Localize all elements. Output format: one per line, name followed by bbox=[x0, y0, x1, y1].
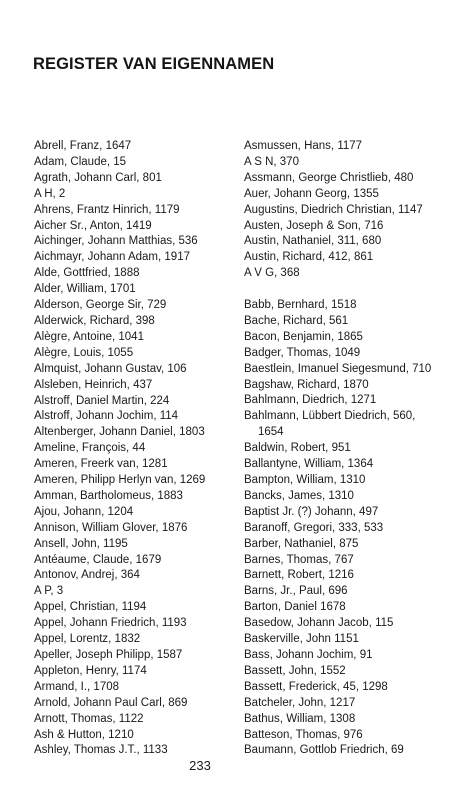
index-column-right bbox=[244, 139, 459, 759]
index-entry: A H, 2 bbox=[34, 187, 66, 200]
index-entry: Alstroff, Daniel Martin, 224 bbox=[34, 394, 170, 407]
index-entry: Alderwick, Richard, 398 bbox=[34, 314, 155, 327]
index-entry: Bahlmann, Diedrich, 1271 bbox=[244, 394, 377, 407]
index-entry: Alde, Gottfried, 1888 bbox=[34, 267, 140, 280]
index-entry: Bancks, James, 1310 bbox=[244, 489, 354, 502]
index-entry: Ballantyne, William, 1364 bbox=[244, 458, 374, 471]
index-entry: Augustins, Diedrich Christian, 1147 bbox=[244, 203, 423, 216]
index-entry: Antéaume, Claude, 1679 bbox=[34, 553, 162, 566]
index-entry: Ahrens, Frantz Hinrich, 1179 bbox=[34, 203, 180, 216]
index-entry: Altenberger, Johann Daniel, 1803 bbox=[34, 426, 205, 439]
index-entry: Bacon, Benjamin, 1865 bbox=[244, 330, 363, 343]
index-entry: Bampton, William, 1310 bbox=[244, 474, 366, 487]
index-entry: Aicher Sr., Anton, 1419 bbox=[34, 219, 152, 232]
index-entry: Alsleben, Heinrich, 437 bbox=[34, 378, 153, 391]
index-entry: Bassett, Frederick, 45, 1298 bbox=[244, 680, 388, 693]
index-entry: Baldwin, Robert, 951 bbox=[244, 442, 351, 455]
index-entry: Bahlmann, Lübbert Diedrich, 560, bbox=[244, 410, 416, 423]
index-entry: Almquist, Johann Gustav, 106 bbox=[34, 362, 187, 375]
index-entry: Adam, Claude, 15 bbox=[34, 155, 127, 168]
index-entry: Barber, Nathaniel, 875 bbox=[244, 537, 359, 550]
index-entry: Bassett, John, 1552 bbox=[244, 664, 346, 677]
index-entry: Ameren, Philipp Herlyn van, 1269 bbox=[34, 474, 206, 487]
index-entry: Baestlein, Imanuel Siegesmund, 710 bbox=[244, 362, 432, 375]
index-entry: Armand, I., 1708 bbox=[34, 680, 120, 693]
index-entry: Aichinger, Johann Matthias, 536 bbox=[34, 235, 198, 248]
index-entry: Bagshaw, Richard, 1870 bbox=[244, 378, 369, 391]
index-entry: Auer, Johann Georg, 1355 bbox=[244, 187, 379, 200]
index-entry: Bass, Johann Jochim, 91 bbox=[244, 648, 373, 661]
index-entry: Alder, William, 1701 bbox=[34, 283, 136, 296]
index-entry: Alègre, Louis, 1055 bbox=[34, 346, 134, 359]
index-entry: Baptist Jr. (?) Johann, 497 bbox=[244, 505, 379, 518]
index-entry: Bathus, William, 1308 bbox=[244, 712, 356, 725]
index-entry: A V G, 368 bbox=[244, 267, 300, 280]
index-entry: Antonov, Andrej, 364 bbox=[34, 569, 140, 582]
index-entry: Ashley, Thomas J.T., 1133 bbox=[34, 744, 168, 757]
index-entry: Arnott, Thomas, 1122 bbox=[34, 712, 144, 725]
index-entry: Ash & Hutton, 1210 bbox=[34, 728, 134, 741]
index-entry: Babb, Bernhard, 1518 bbox=[244, 299, 357, 312]
index-entry: Barns, Jr., Paul, 696 bbox=[244, 585, 348, 598]
index-entry: Appel, Christian, 1194 bbox=[34, 601, 147, 614]
index-entry: Ansell, John, 1195 bbox=[34, 537, 128, 550]
index-entry: Abrell, Franz, 1647 bbox=[34, 140, 132, 152]
index-entry: Assmann, George Christlieb, 480 bbox=[244, 171, 414, 184]
index-entry: Agrath, Johann Carl, 801 bbox=[34, 171, 162, 184]
index-entry: Batteson, Thomas, 976 bbox=[244, 728, 363, 741]
index-entry: Baskerville, John 1151 bbox=[244, 633, 359, 646]
index-entry: Aichmayr, Johann Adam, 1917 bbox=[34, 251, 190, 264]
index-entry: Barnett, Robert, 1216 bbox=[244, 569, 354, 582]
index-entry: Baranoff, Gregori, 333, 533 bbox=[244, 521, 384, 534]
index-entry: Appel, Lorentz, 1832 bbox=[34, 633, 141, 646]
index-entry: Badger, Thomas, 1049 bbox=[244, 346, 361, 359]
page-title: REGISTER VAN EIGENNAMEN bbox=[33, 55, 275, 73]
index-entry: Barnes, Thomas, 767 bbox=[244, 553, 354, 566]
index-entry: A P, 3 bbox=[34, 585, 64, 598]
index-entry: Austin, Richard, 412, 861 bbox=[244, 251, 374, 264]
index-entry: Barton, Daniel 1678 bbox=[244, 601, 346, 614]
index-entry: Austen, Joseph & Son, 716 bbox=[244, 219, 384, 232]
index-entry: Amman, Bartholomeus, 1883 bbox=[34, 489, 183, 502]
index-entry: Apeller, Joseph Philipp, 1587 bbox=[34, 649, 183, 661]
index-entry: Austin, Nathaniel, 311, 680 bbox=[244, 235, 382, 248]
index-entry: Arnold, Johann Paul Carl, 869 bbox=[34, 696, 188, 709]
index-entry: A S N, 370 bbox=[244, 155, 299, 168]
index-entry: Appel, Johann Friedrich, 1193 bbox=[34, 617, 187, 630]
index-entry: Basedow, Johann Jacob, 115 bbox=[244, 617, 394, 630]
index-entry: Baumann, Gottlob Friedrich, 69 bbox=[244, 744, 404, 757]
index-entry: Ajou, Johann, 1204 bbox=[34, 505, 134, 518]
index-entry: Batcheler, John, 1217 bbox=[244, 696, 356, 709]
index-entry-continuation: 1654 bbox=[258, 426, 284, 439]
index-entry: Alderson, George Sir, 729 bbox=[34, 299, 167, 312]
index-entry: Ameline, François, 44 bbox=[34, 442, 146, 455]
index-entry: Bache, Richard, 561 bbox=[244, 314, 349, 327]
page-number: 233 bbox=[189, 758, 211, 773]
index-entry: Annison, William Glover, 1876 bbox=[34, 521, 188, 534]
index-entry: Alstroff, Johann Jochim, 114 bbox=[34, 410, 179, 423]
index-entry: Alègre, Antoine, 1041 bbox=[34, 330, 144, 343]
index-entry: Ameren, Freerk van, 1281 bbox=[34, 458, 168, 471]
index-entry: Asmussen, Hans, 1177 bbox=[244, 140, 363, 152]
index-entry: Appleton, Henry, 1174 bbox=[34, 664, 147, 677]
index-column-left bbox=[34, 139, 239, 759]
